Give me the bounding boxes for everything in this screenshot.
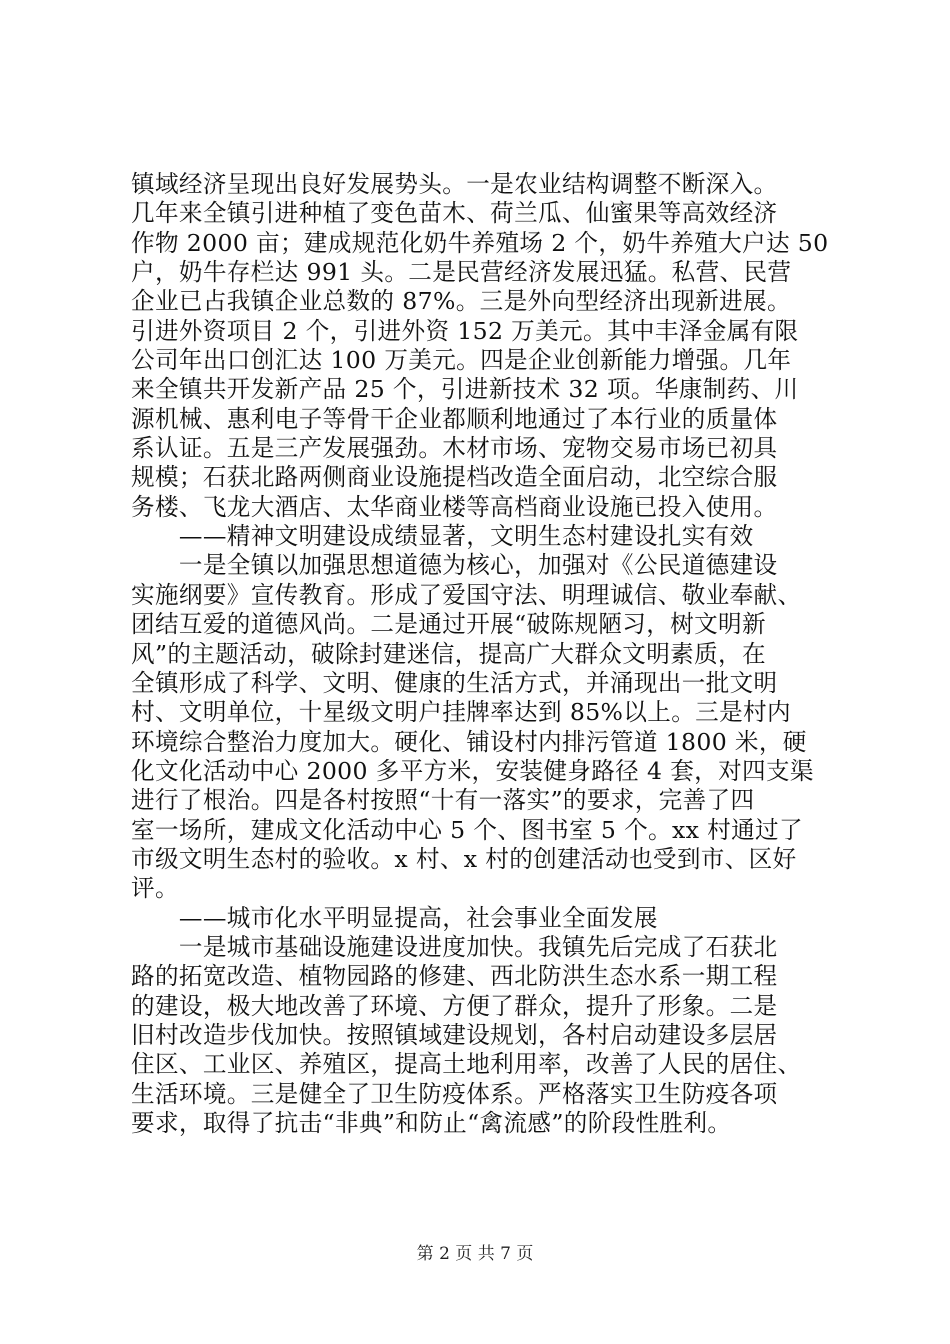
- body-text: [131, 170, 831, 1138]
- text-line: 进行了根治。四是各村按照“十有一落实”的要求，完善了四: [131, 786, 755, 815]
- section-heading: ——精神文明建设成绩显著，文明生态村建设扎实有效: [131, 522, 754, 551]
- text-line: 系认证。五是三产发展强劲。木材市场、宠物交易市场已初具: [131, 434, 778, 463]
- text-line: 要求，取得了抗击“非典”和防止“禽流感”的阶段性胜利。: [131, 1109, 732, 1137]
- text-line: 全镇形成了科学、文明、健康的生活方式，并涌现出一批文明: [131, 668, 778, 697]
- text-line: 村、文明单位，十星级文明户挂牌率达到 85%以上。三是村内: [131, 698, 791, 727]
- text-line: 一是全镇以加强思想道德为核心，加强对《公民道德建设: [131, 551, 778, 580]
- page-number: 第 2 页 共 7 页: [416, 1244, 534, 1264]
- text-line: 旧村改造步伐加快。按照镇域建设规划，各村启动建设多层居: [131, 1020, 778, 1049]
- text-line: 公司年出口创汇达 100 万美元。四是企业创新能力增强。几年: [131, 346, 792, 375]
- section-heading: ——城市化水平明显提高，社会事业全面发展: [131, 903, 658, 932]
- text-line: 企业已占我镇企业总数的 87%。三是外向型经济出现新进展。: [131, 287, 791, 316]
- text-line: 环境综合整治力度加大。硬化、铺设村内排污管道 1800 米，硬: [131, 727, 807, 756]
- text-line: 风”的主题活动，破除封建迷信，提高广大群众文明素质，在: [131, 639, 766, 668]
- text-line: 一是城市基础设施建设进度加快。我镇先后完成了石获北: [131, 932, 778, 961]
- text-line: 实施纲要》宣传教育。形成了爱国守法、明理诚信、敬业奉献、: [131, 580, 802, 609]
- text-line: 的建设，极大地改善了环境、方便了群众，提升了形象。二是: [131, 991, 778, 1020]
- text-line: 户，奶牛存栏达 991 头。二是民营经济发展迅猛。私营、民营: [131, 258, 792, 287]
- text-line: 生活环境。三是健全了卫生防疫体系。严格落实卫生防疫各项: [131, 1079, 778, 1108]
- text-line: 市级文明生态村的验收。x 村、x 村的创建活动也受到市、区好: [131, 844, 797, 873]
- text-line: 团结互爱的道德风尚。二是通过开展“破陈规陋习，树文明新: [131, 610, 766, 639]
- text-line: 室一场所，建成文化活动中心 5 个、图书室 5 个。xx 村通过了: [131, 815, 803, 844]
- text-line: 化文化活动中心 2000 多平方米，安装健身路径 4 套，对四支渠: [131, 756, 814, 785]
- text-line: 几年来全镇引进种植了变色苗木、荷兰瓜、仙蜜果等高效经济: [131, 199, 778, 228]
- text-line: 住区、工业区、养殖区，提高土地利用率，改善了人民的居住、: [131, 1050, 802, 1079]
- text-line: 引进外资项目 2 个，引进外资 152 万美元。其中丰泽金属有限: [131, 316, 799, 345]
- text-line: 务楼、飞龙大酒店、太华商业楼等高档商业设施已投入使用。: [131, 492, 778, 521]
- text-line: 规模；石获北路两侧商业设施提档改造全面启动，北空综合服: [131, 463, 778, 492]
- text-line: 来全镇共开发新产品 25 个，引进新技术 32 项。华康制药、川: [131, 375, 799, 404]
- text-line: 路的拓宽改造、植物园路的修建、西北防洪生态水系一期工程: [131, 962, 778, 991]
- text-line: 作物 2000 亩；建成规范化奶牛养殖场 2 个，奶牛养殖大户达 50: [131, 228, 829, 257]
- text-line: 镇域经济呈现出良好发展势头。一是农业结构调整不断深入。: [131, 170, 778, 198]
- text-line: 评。: [131, 874, 179, 903]
- text-line: 源机械、惠利电子等骨干企业都顺利地通过了本行业的质量体: [131, 404, 778, 433]
